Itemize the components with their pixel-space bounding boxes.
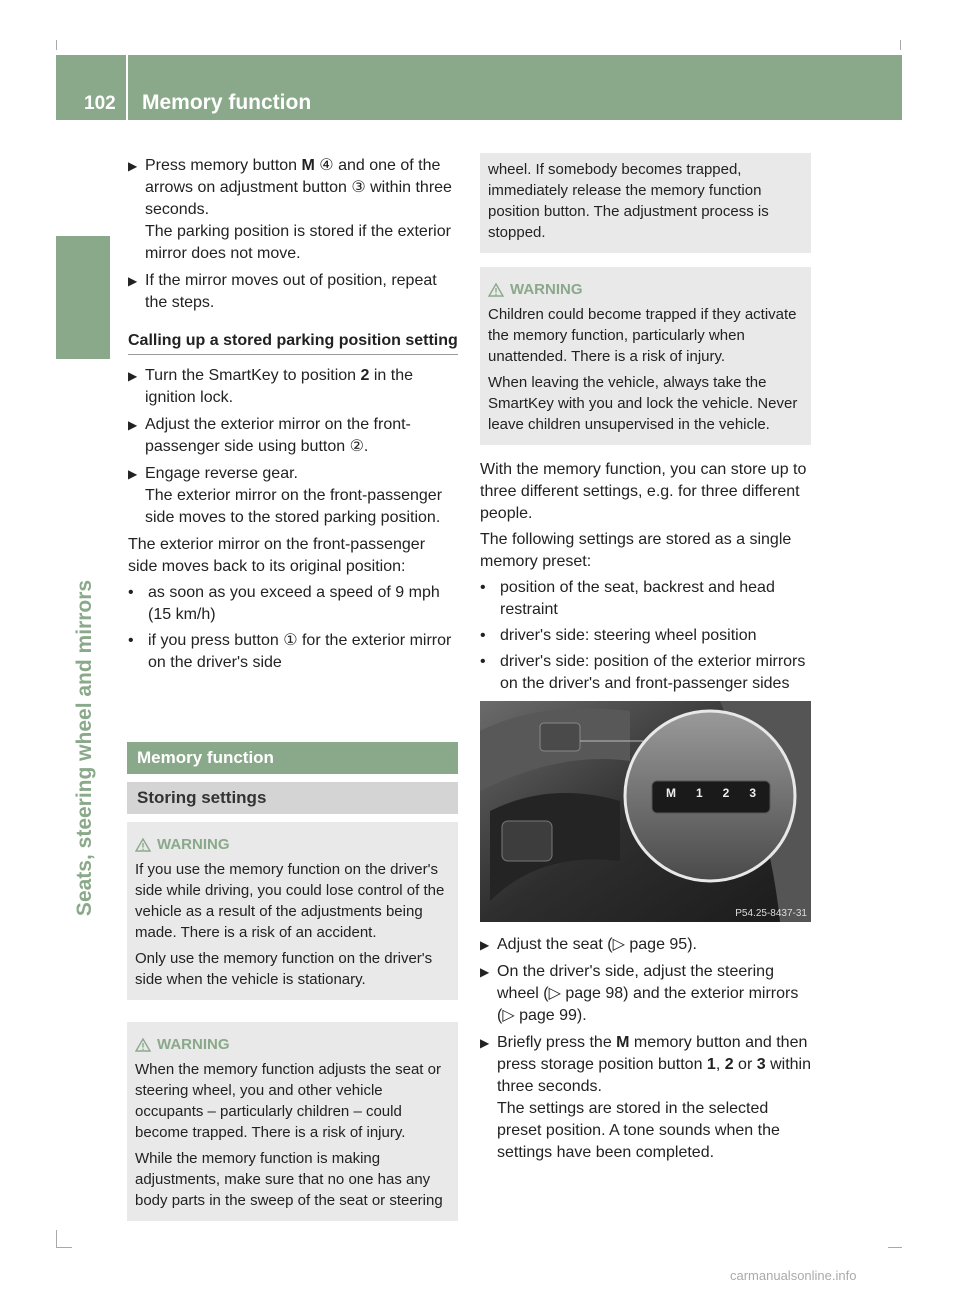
list-item: • as soon as you exceed a speed of 9 mph (15 km/h) [128, 584, 440, 623]
warning-label: WARNING [510, 281, 583, 298]
arrow-icon: ▶ [128, 369, 138, 383]
step-item: ▶ Adjust the exterior mirror on the front-passenger side using button ②. [128, 416, 411, 455]
subheading: Calling up a stored parking position setting [128, 330, 458, 355]
paragraph: The exterior mirror on the front-passenger side moves back to its original position: [128, 536, 426, 575]
step-item: ▶ Engage reverse gear. The exterior mirror on the front-passenger side moves to the stored parking position. [128, 465, 443, 526]
warning-text: wheel. If somebody becomes trapped, immediately release the memory function position button. The adjustment process is stopped. [488, 161, 769, 241]
memory-button-3: 3 [749, 786, 756, 800]
arrow-icon: ▶ [128, 159, 138, 173]
memory-button-m: M [665, 786, 676, 800]
paragraph: The following settings are stored as a single memory preset: [480, 531, 792, 570]
arrow-icon: ▶ [128, 418, 138, 432]
arrow-icon: ▶ [128, 467, 138, 481]
warning-icon [135, 838, 151, 852]
door-panel-photo [480, 701, 811, 922]
paragraph: With the memory function, you can store up to three different settings, e.g. for three different people. [480, 461, 807, 522]
step-item: ▶ On the driver's side, adjust the steering wheel (▷ page 98) and the exterior mirrors (▷ page 99). [480, 963, 799, 1024]
arrow-icon: ▶ [128, 274, 138, 288]
warning-text: Children could become trapped if they activate the memory function, particularly when unattended. There is a risk of injury. [488, 306, 797, 365]
crop-mark [900, 40, 901, 50]
step-item: ▶ Turn the SmartKey to position 2 in the ignition lock. [128, 367, 414, 406]
arrow-icon: ▶ [480, 938, 490, 952]
page-title: Memory function [142, 91, 312, 114]
list-item: • driver's side: steering wheel position [480, 627, 757, 644]
warning-box [480, 267, 811, 445]
left-column [128, 155, 458, 678]
warning-label: WARNING [157, 1036, 230, 1053]
memory-button-2: 2 [722, 786, 730, 800]
crop-mark [56, 1247, 72, 1248]
crop-mark [56, 1230, 57, 1248]
memory-section [127, 742, 458, 1221]
header-divider [126, 55, 128, 120]
list-item: • position of the seat, backrest and head restraint [480, 579, 775, 618]
list-item: • driver's side: position of the exterior mirrors on the driver's and front-passenger sides [480, 653, 806, 692]
right-steps [480, 934, 811, 1169]
arrow-icon: ▶ [480, 965, 490, 979]
warning-icon [488, 283, 504, 297]
warning-label: WARNING [157, 836, 230, 853]
warning-text: When leaving the vehicle, always take the SmartKey with you and lock the vehicle. Never leave children unsupervised in the vehicle. [488, 374, 798, 433]
section-title: Memory function [127, 742, 458, 774]
chapter-label: Seats, steering wheel and mirrors [73, 579, 96, 917]
arrow-icon: ▶ [480, 1036, 490, 1050]
warning-box [127, 822, 458, 1000]
warning-text: Only use the memory function on the driver's side when the vehicle is stationary. [135, 950, 433, 988]
warning-box [127, 1022, 458, 1221]
warning-text: When the memory function adjusts the seat or steering wheel, you and other vehicle occupants – particularly children – could become trapped. There is a risk of injury. [135, 1061, 441, 1141]
step-item: ▶ Press memory button M ④ and one of the arrows on adjustment button ③ within three seconds. The parking position is stored if the exterior mirror does not move. [128, 157, 452, 262]
step-item: ▶ Adjust the seat (▷ page 95). [480, 934, 811, 956]
right-column [480, 153, 811, 699]
image-code: P54.25-8437-31 [735, 908, 807, 919]
photo-illustration [480, 701, 811, 922]
memory-button-1: 1 [695, 786, 703, 800]
side-tab [56, 236, 110, 359]
step-item: ▶ If the mirror moves out of position, repeat the steps. [128, 272, 437, 311]
warning-text: While the memory function is making adjustments, make sure that no one has any body parts in the sweep of the seat or steering [135, 1150, 443, 1209]
crop-mark [56, 40, 57, 50]
page-header [56, 55, 902, 120]
warning-text: If you use the memory function on the driver's side while driving, you could lose control of the vehicle as a result of the adjustments being made. There is a risk of an accident. [135, 861, 445, 941]
warning-icon [135, 1038, 151, 1052]
crop-mark [888, 1247, 902, 1248]
warning-box-continued [480, 153, 811, 253]
page-number: 102 [84, 93, 116, 114]
list-item: • if you press button ① for the exterior mirror on the driver's side [128, 632, 452, 671]
subsection-title: Storing settings [127, 782, 458, 814]
watermark: carmanualsonline.info [730, 1268, 857, 1283]
step-item: ▶ Briefly press the M memory button and then press storage position button 1, 2 or 3 within three seconds. The settings are stored in the selected preset position. A tone sounds when the settings have been completed. [480, 1034, 811, 1161]
